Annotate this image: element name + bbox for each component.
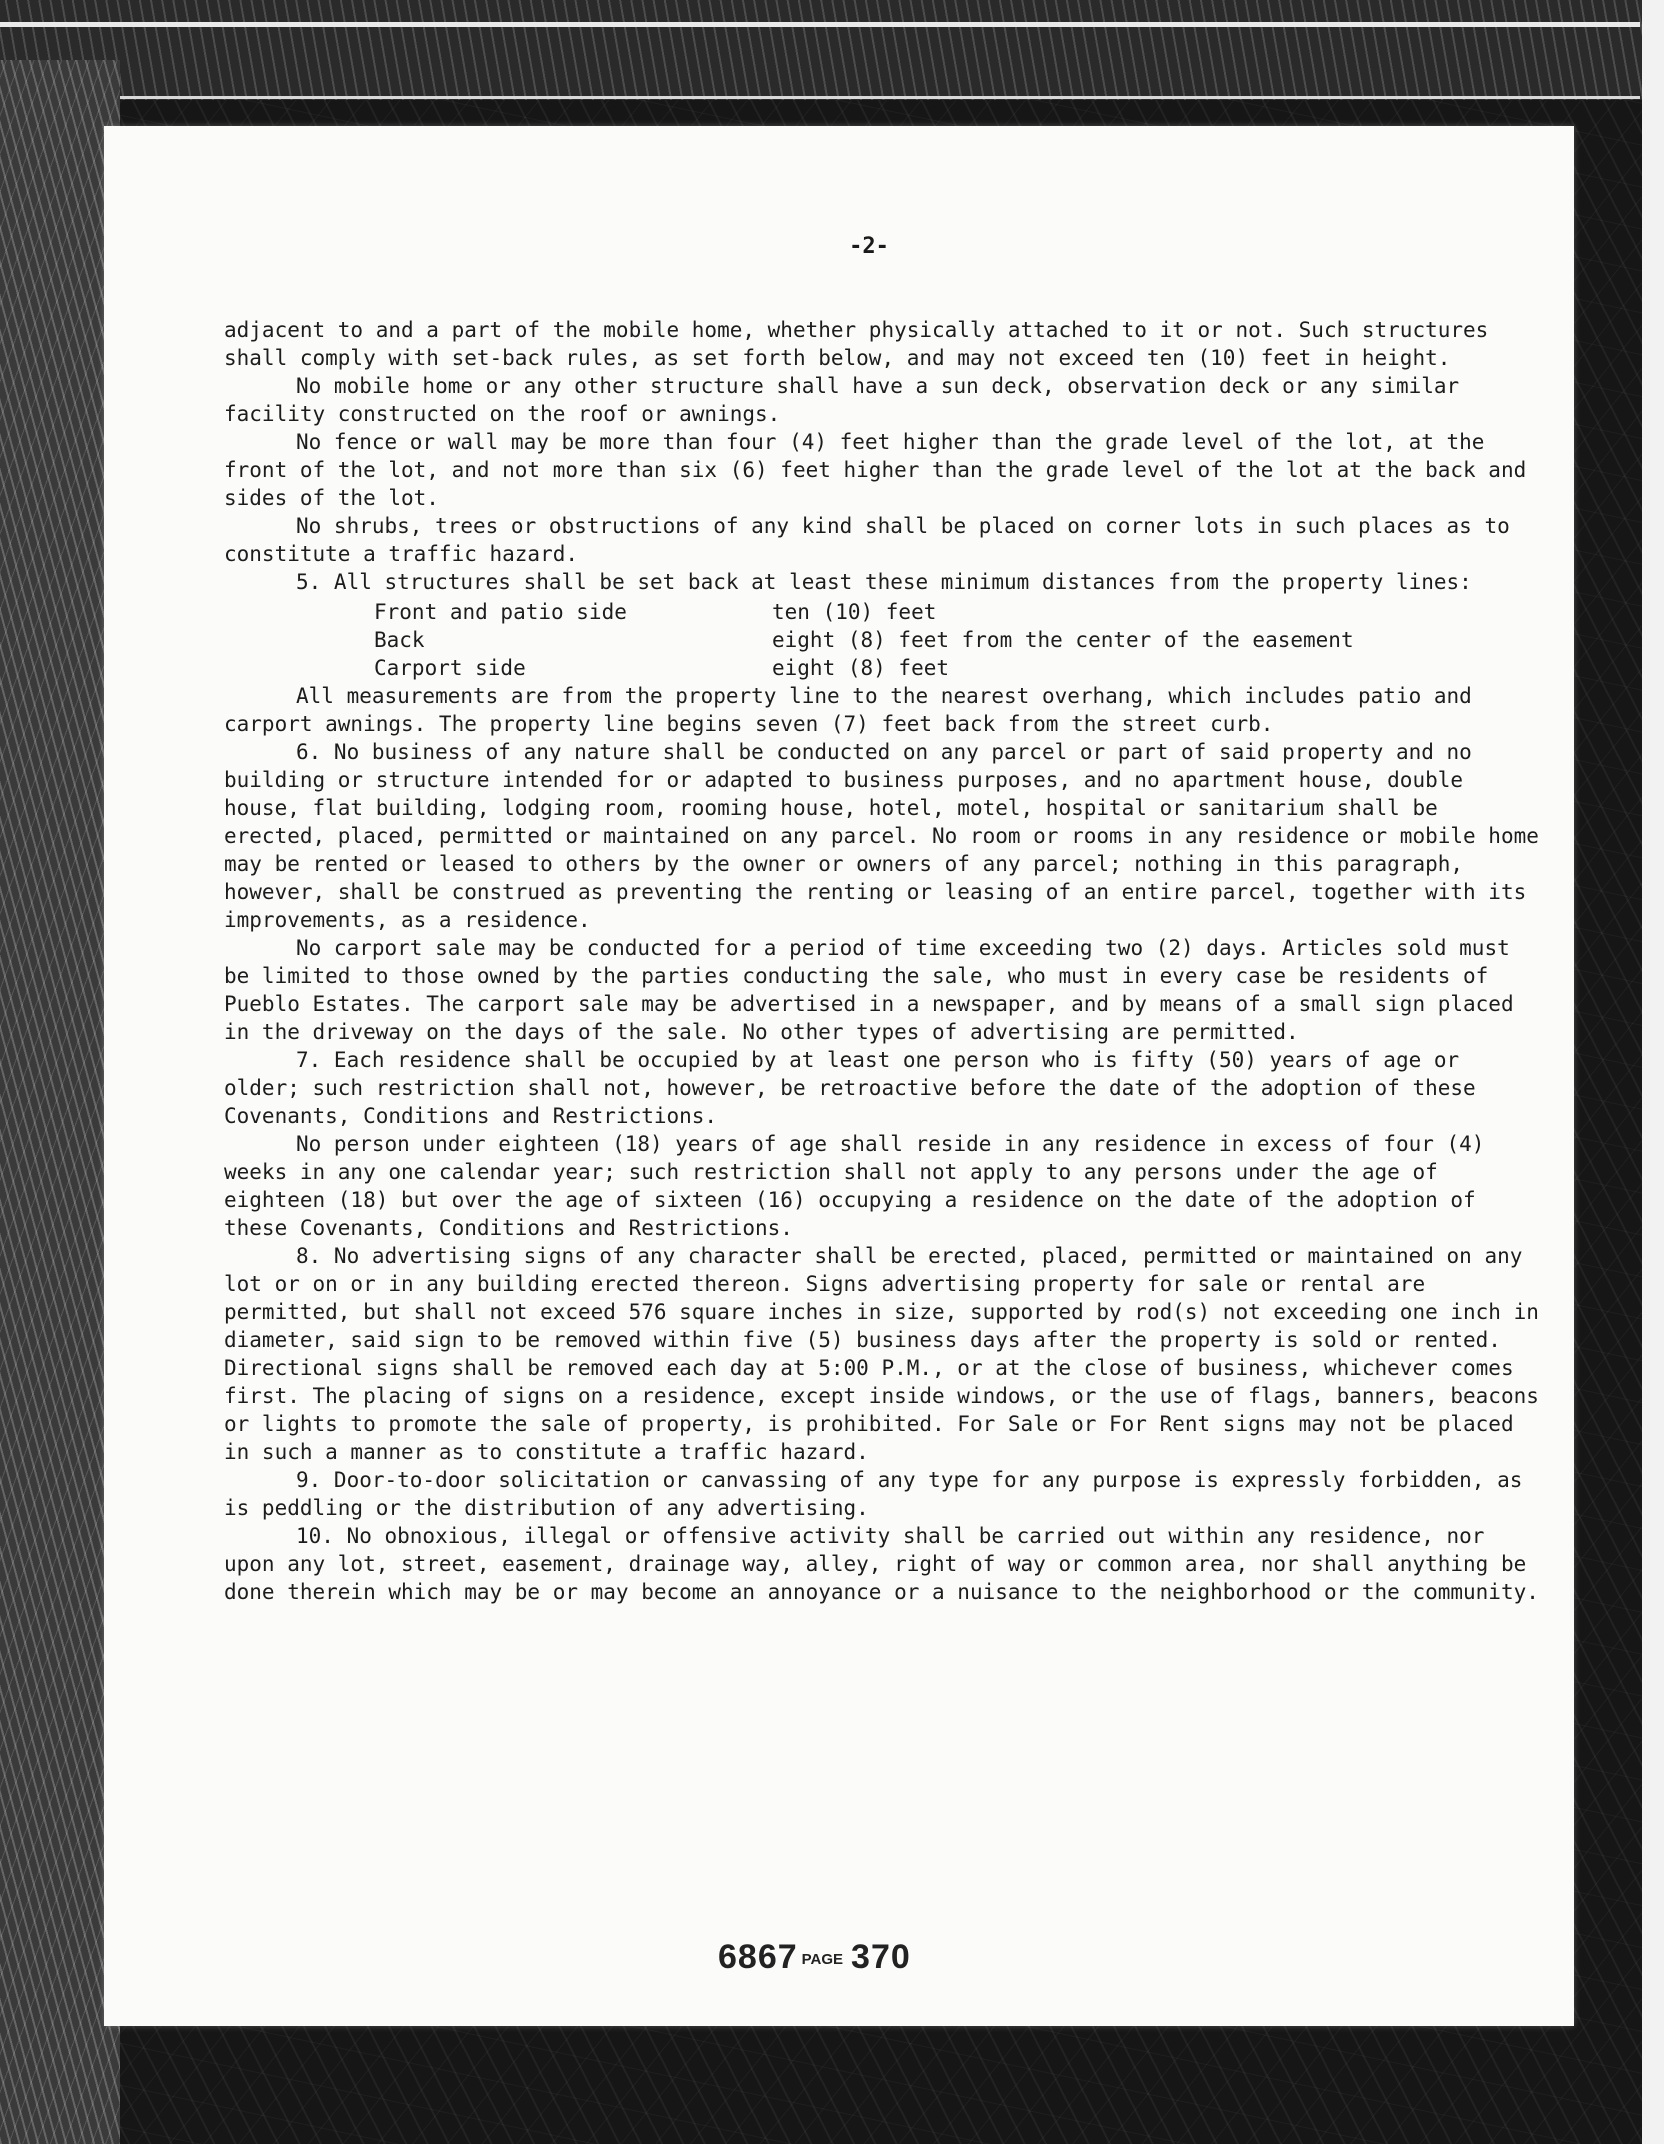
paragraph-6-business: 6. No business of any nature shall be conducted on any parcel or part of said property and no building or structure intended for or adapted to business purposes, and no apartment house, double house, flat building, lodging room, rooming house, hotel, motel, hospital or sanitarium shall be erected, placed, permitted or maintained on any parcel. No room or rooms in any residence or mobile home may be rented or leased to others by the owner or owners of any parcel; nothing in this paragraph, however, shall be construed as preventing the renting or leasing of an entire parcel, together with its improvements, as a residence. [224,740,1539,932]
setback-location: Carport side [374,656,526,680]
setback-location: Front and patio side [374,600,627,624]
scan-top-rule-lower [0,96,1640,99]
document-body [224,316,1544,1606]
paragraph-sun-deck: No mobile home or any other structure shall have a sun deck, observation deck or any similar facility constructed on the roof or awnings. [224,374,1460,426]
setback-distance: eight (8) feet [772,656,950,680]
paragraph-7-occupancy: 7. Each residence shall be occupied by at least one person who is fifty (50) years of age or older; such restriction shall not, however, be retroactive before the date of the adoption of these Covenants, Conditions and Restrictions. [224,1048,1476,1128]
setback-distance: eight (8) feet from the center of the easement [772,628,1354,652]
setback-distance: ten (10) feet [772,600,937,624]
paragraph-measurements: All measurements are from the property line to the nearest overhang, which includes patio and carport awnings. The property line begins seven (7) feet back from the street curb. [224,684,1472,736]
recorded-page-number: 370 [851,1938,911,1976]
paragraph-carport-sale: No carport sale may be conducted for a period of time exceeding two (2) days. Articles sold must be limited to those owned by the parties conducting the sale, who must in every case be residents of Pueblo Estates. The carport sale may be advertised in a newspaper, and by means of a small sign placed in the driveway on the days of the sale. No other types of advertising are permitted. [224,936,1514,1044]
setback-row [374,598,1354,626]
paragraph-continuation: adjacent to and a part of the mobile home, whether physically attached to it or not. Such structures shall comply with set-back rules, as set forth below, and may not exceed ten (10) feet in height. [224,318,1489,370]
paragraph-fence: No fence or wall may be more than four (4) feet higher than the grade level of the lot, at the front of the lot, and not more than six (6) feet higher than the grade level of the lot at the back and sides of the lot. [224,430,1527,510]
setback-row [374,654,1354,682]
scan-top-rule [0,22,1640,27]
page-number: -2- [849,234,889,259]
paragraph-minors: No person under eighteen (18) years of age shall reside in any residence in excess of four (4) weeks in any one calendar year; such restriction shall not apply to any persons under the age of eighteen (18) but over the age of sixteen (16) occupying a residence on the date of the adoption of these Covenants, Conditions and Restrictions. [224,1132,1485,1240]
paragraph-5-setbacks: 5. All structures shall be set back at least these minimum distances from the property lines: [296,570,1472,594]
setback-location: Back [374,628,425,652]
paragraph-9-solicitation: 9. Door-to-door solicitation or canvassing of any type for any purpose is expressly forbidden, as is peddling or the distribution of any advertising. [224,1468,1523,1520]
scan-right-edge [1642,0,1664,2144]
setback-table [374,598,1354,682]
paragraph-10-nuisance: 10. No obnoxious, illegal or offensive activity shall be carried out within any residence, nor upon any lot, street, easement, drainage way, alley, right of way or common area, nor shall anything be done therein which may be or may become an annoyance or a nuisance to the neighborhood or the community. [224,1524,1539,1604]
page-word: PAGE [801,1950,844,1968]
scan-top-strip [0,0,1664,100]
book-number: 6867 [718,1938,798,1976]
recording-stamp [718,1938,911,1977]
setback-row [374,626,1354,654]
scan-left-edge [0,60,120,2144]
document-page [104,126,1574,2026]
paragraph-8-signs: 8. No advertising signs of any character shall be erected, placed, permitted or maintained on any lot or on or in any building erected thereon. Signs advertising property for sale or rental are permitted, but shall not exceed 576 square inches in size, supported by rod(s) not exceeding one inch in diameter, said sign to be removed within five (5) business days after the property is sold or rented. Directional signs shall be removed each day at 5:00 P.M., or at the close of business, whichever comes first. The placing of signs on a residence, except inside windows, or the use of flags, banners, beacons or lights to promote the sale of property, is prohibited. For Sale or For Rent signs may not be placed in such a manner as to constitute a traffic hazard. [224,1244,1539,1464]
paragraph-shrubs: No shrubs, trees or obstructions of any kind shall be placed on corner lots in such places as to constitute a traffic hazard. [224,514,1510,566]
